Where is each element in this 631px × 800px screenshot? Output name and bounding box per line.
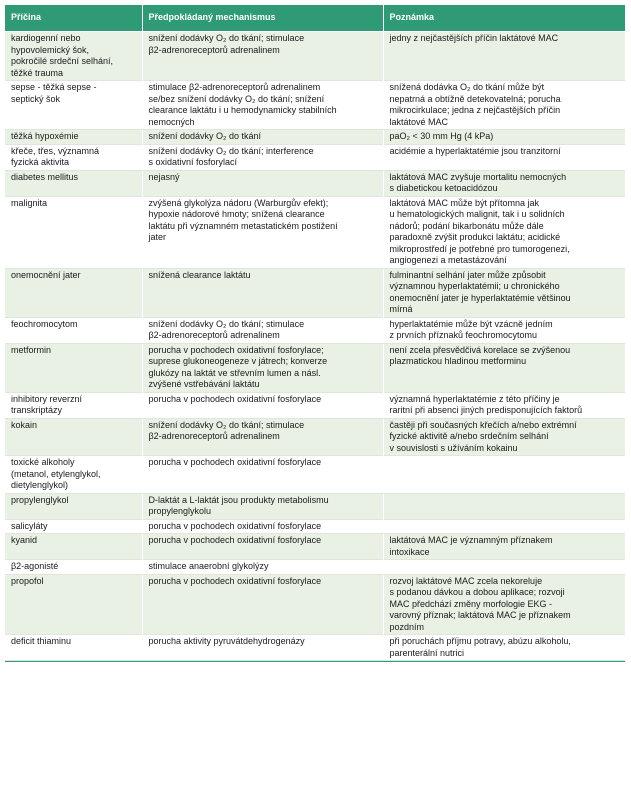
- note-cell: [383, 81, 625, 130]
- cause-cell-text: propylenglykol: [11, 494, 69, 505]
- cause-cell: [5, 317, 142, 343]
- note-cell-text: významná hyperlaktatémie z této příčiny je raritní při absenci jiných predisponujících faktorů: [389, 393, 583, 415]
- mechanism-cell-text: porucha v pochodech oxidativní fosforylace: [148, 535, 322, 545]
- note-cell: [383, 418, 625, 456]
- mechanism-cell: [142, 144, 383, 170]
- table-row: [5, 519, 625, 534]
- table-row: [5, 170, 625, 196]
- mechanism-cell-text: porucha v pochodech oxidativní fosforylace: [148, 575, 322, 586]
- cause-cell: [5, 635, 142, 661]
- cause-cell-text: metformin: [11, 344, 52, 355]
- mechanism-cell-text: snížení dodávky O₂ do tkání; stimulace β2-adrenoreceptorů adrenalinem: [148, 419, 305, 441]
- table-row: [5, 343, 625, 392]
- table-row: [5, 635, 625, 661]
- cause-cell-text: diabetes mellitus: [11, 171, 79, 182]
- table-row: [5, 493, 625, 519]
- note-cell: [383, 144, 625, 170]
- table-row: [5, 144, 625, 170]
- table-row: [5, 81, 625, 130]
- note-cell: [383, 317, 625, 343]
- note-cell-text: častěji při současných křečích a/nebo extrémní fyzické aktivitě a/nebo srdečním selhání v souvislosti s užíváním kokainu: [389, 419, 577, 453]
- cause-cell-text: inhibitory reverzní transkriptázy: [11, 393, 83, 415]
- note-cell-text: rozvoj laktátové MAC zcela nekoreluje s podanou dávkou a dobou aplikace; rozvoji MAC předchází změny morfologie EKG - varovný příznak; laktátová MAC je příznakem pozdním: [389, 575, 571, 632]
- cause-cell-text: kokain: [11, 419, 38, 430]
- table-bottom-rule: [5, 661, 625, 662]
- mechanism-cell-text: snížení dodávky O₂ do tkání; interference s oxidativní fosforylací: [148, 145, 314, 167]
- mechanism-cell-text: porucha v pochodech oxidativní fosforylace; suprese glukoneogeneze v játrech; konverze glukózy na laktát ve střevním lumen a násl. zvýšené vstřebávání laktátu: [148, 344, 328, 389]
- note-cell-text: fulminantní selhání jater může způsobit významnou hyperlaktatémii; u chronického onemocnění jater je hyperlaktatémie většinou mírná: [389, 269, 571, 314]
- cause-cell-text: těžká hypoxémie: [11, 131, 79, 141]
- table-row: [5, 268, 625, 317]
- cause-cell: [5, 418, 142, 456]
- table-row: [5, 32, 625, 81]
- note-cell-text: při poruchách příjmu potravy, abúzu alkoholu, parenterální nutrici: [389, 636, 571, 658]
- cause-cell-text: toxické alkoholy (metanol, etylenglykol, dietylenglykol): [11, 457, 101, 490]
- mechanism-cell-text: D-laktát a L-laktát jsou produkty metabolismu propylenglykolu: [148, 494, 329, 516]
- note-cell: [383, 493, 625, 519]
- table-body: [5, 32, 625, 661]
- cause-cell-text: malignita: [11, 197, 48, 208]
- mechanism-cell: [142, 560, 383, 575]
- table-row: [5, 574, 625, 635]
- cause-cell: [5, 32, 142, 81]
- note-cell: [383, 534, 625, 560]
- note-cell: [383, 32, 625, 81]
- table-row: [5, 534, 625, 560]
- note-cell-text: paO₂ < 30 mm Hg (4 kPa): [389, 131, 494, 141]
- mechanism-cell-text: zvýšená glykolýza nádoru (Warburgův efekt); hypoxie nádorové hmoty; snížená clearance laktátu při významném metastatickém postižení jater: [148, 197, 338, 242]
- mechanism-cell-text: snížení dodávky O₂ do tkání; stimulace β2-adrenoreceptorů adrenalinem: [148, 33, 305, 55]
- mechanism-cell: [142, 317, 383, 343]
- note-cell: [383, 170, 625, 196]
- table-row: [5, 130, 625, 145]
- mechanism-cell-text: snížení dodávky O₂ do tkání: [148, 131, 262, 141]
- cause-cell: [5, 560, 142, 575]
- note-cell-text: laktátová MAC může být přítomna jak u hematologických malignit, tak i u solidních nádorů; podání bikarbonátu může dále paradoxně zvýšit produkci laktátu; acidické mikroprostředí je potřebné pro tumorogenezi, angiogenezi a metastázování: [389, 197, 570, 265]
- cause-cell: [5, 268, 142, 317]
- mechanism-cell-text: nejasný: [148, 171, 180, 182]
- note-cell-text: jedny z nejčastějších příčin laktátové MAC: [389, 33, 559, 43]
- mechanism-cell-text: snížení dodávky O₂ do tkání; stimulace β2-adrenoreceptorů adrenalinem: [148, 318, 305, 340]
- mechanism-cell: [142, 574, 383, 635]
- cause-cell-text: β2-agonisté: [11, 561, 59, 571]
- cause-cell: [5, 81, 142, 130]
- mechanism-cell: [142, 534, 383, 560]
- cause-cell-text: kyanid: [11, 535, 38, 545]
- cause-cell: [5, 196, 142, 268]
- note-cell-text: laktátová MAC je významným příznakem intoxikace: [389, 535, 553, 557]
- mechanism-cell: [142, 392, 383, 418]
- cause-cell-text: kardiogenní nebo hypovolemický šok, pokročilé srdeční selhání, těžké trauma: [11, 33, 114, 78]
- note-cell: [383, 196, 625, 268]
- mechanism-cell-text: porucha v pochodech oxidativní fosforylace: [148, 457, 322, 467]
- mechanism-cell-text: snížená clearance laktátu: [148, 269, 251, 280]
- mechanism-cell-text: stimulace anaerobní glykolýzy: [148, 561, 269, 571]
- note-cell-text: není zcela přesvědčivá korelace se zvýšenou plazmatickou hladinou metforminu: [389, 344, 571, 366]
- note-cell: [383, 130, 625, 145]
- note-cell: [383, 392, 625, 418]
- cause-cell: [5, 392, 142, 418]
- mechanism-cell: [142, 456, 383, 494]
- cause-cell: [5, 456, 142, 494]
- header-mechanism: Předpokládaný mechanismus: [142, 5, 383, 32]
- cause-cell-text: onemocnění jater: [11, 269, 81, 280]
- table-row: [5, 456, 625, 494]
- cause-cell-text: deficit thiaminu: [11, 636, 72, 646]
- note-cell-text: acidémie a hyperlaktatémie jsou tranzitorní: [389, 145, 561, 156]
- table-header-row: [5, 5, 625, 32]
- cause-cell-text: feochromocytom: [11, 318, 78, 329]
- mechanism-cell: [142, 519, 383, 534]
- note-cell: [383, 268, 625, 317]
- note-cell-text: laktátová MAC zvyšuje mortalitu nemocných s diabetickou ketoacidózou: [389, 171, 567, 193]
- mechanism-cell: [142, 343, 383, 392]
- note-cell: [383, 560, 625, 575]
- cause-cell-text: křeče, třes, významná fyzická aktivita: [11, 145, 100, 167]
- cause-cell: [5, 493, 142, 519]
- causes-table: [5, 5, 625, 661]
- mechanism-cell: [142, 268, 383, 317]
- cause-cell: [5, 574, 142, 635]
- mechanism-cell: [142, 493, 383, 519]
- note-cell-text: snížená dodávka O₂ do tkání může být nepatrná a obtížně detekovatelná; porucha mikrocirkulace; jedna z nejčastějších příčin laktátové MAC: [389, 82, 561, 127]
- cause-cell: [5, 170, 142, 196]
- note-cell-text: hyperlaktatémie může být vzácně jedním z prvních příznaků feochromocytomu: [389, 318, 553, 340]
- mechanism-cell: [142, 130, 383, 145]
- note-cell: [383, 519, 625, 534]
- cause-cell: [5, 519, 142, 534]
- mechanism-cell: [142, 32, 383, 81]
- mechanism-cell-text: porucha v pochodech oxidativní fosforylace: [148, 520, 322, 531]
- table-row: [5, 392, 625, 418]
- table-row: [5, 317, 625, 343]
- cause-cell: [5, 144, 142, 170]
- cause-cell: [5, 130, 142, 145]
- note-cell: [383, 456, 625, 494]
- note-cell: [383, 343, 625, 392]
- mechanism-cell: [142, 170, 383, 196]
- cause-cell-text: propofol: [11, 575, 44, 586]
- table-row: [5, 560, 625, 575]
- note-cell: [383, 635, 625, 661]
- mechanism-cell: [142, 196, 383, 268]
- mechanism-cell-text: porucha aktivity pyruvátdehydrogenázy: [148, 636, 305, 646]
- cause-cell-text: salicyláty: [11, 520, 48, 531]
- mechanism-cell-text: stimulace β2-adrenoreceptorů adrenalinem se/bez snížení dodávky O₂ do tkání; snížení clearance laktátu i u hemodynamicky stabilních nemocných: [148, 82, 337, 127]
- cause-cell: [5, 534, 142, 560]
- mechanism-cell: [142, 635, 383, 661]
- header-note: Poznámka: [383, 5, 625, 32]
- mechanism-cell-text: porucha v pochodech oxidativní fosforylace: [148, 393, 322, 404]
- mechanism-cell: [142, 418, 383, 456]
- table-row: [5, 418, 625, 456]
- note-cell: [383, 574, 625, 635]
- mechanism-cell: [142, 81, 383, 130]
- table-row: [5, 196, 625, 268]
- cause-cell-text: sepse - těžká sepse - septický šok: [11, 82, 97, 104]
- cause-cell: [5, 343, 142, 392]
- header-cause: Příčina: [5, 5, 142, 32]
